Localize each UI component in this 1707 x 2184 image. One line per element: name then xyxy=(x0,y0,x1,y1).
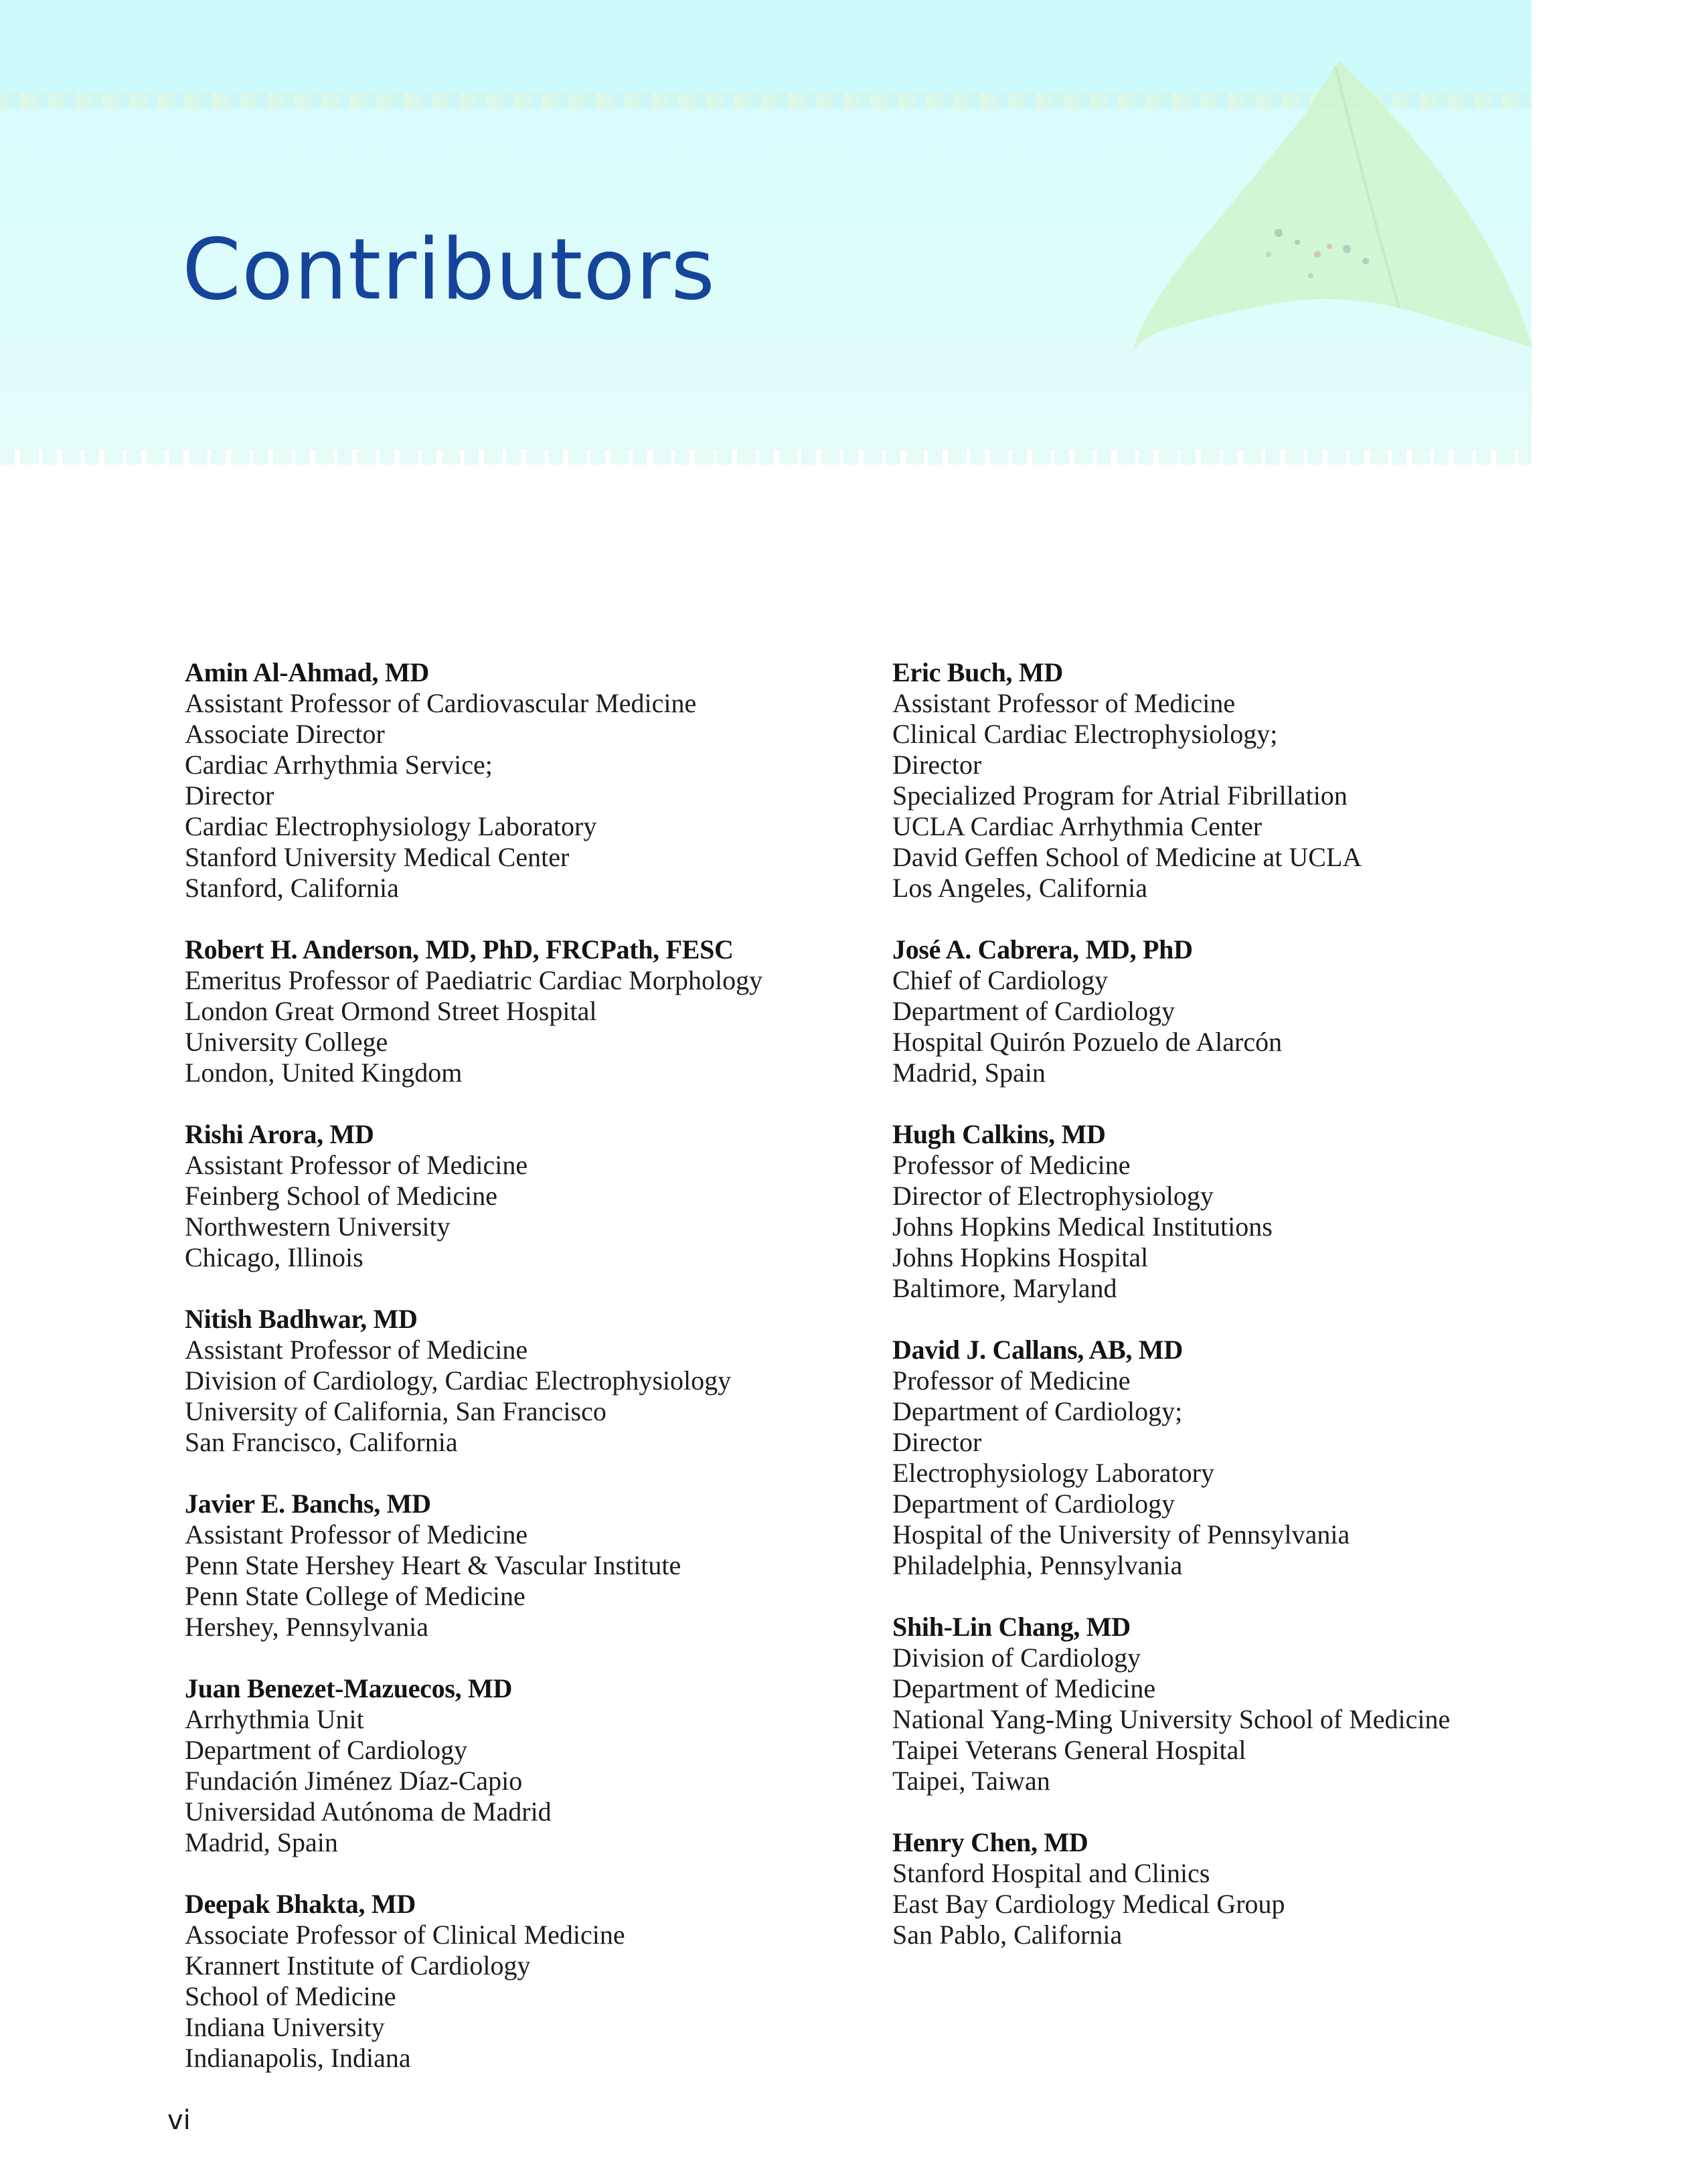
contributor-entry xyxy=(185,1489,868,1643)
contributor-affiliation: London, United Kingdom xyxy=(185,1058,463,1088)
contributor-affiliation: Indiana University xyxy=(185,2012,385,2042)
contributor-affiliation: Assistant Professor of Medicine xyxy=(185,1335,528,1365)
contributor-entry xyxy=(185,1889,868,2074)
contributor-affiliation: University of California, San Francisco xyxy=(185,1396,606,1426)
contributor-name: Nitish Badhwar, MD xyxy=(185,1304,418,1334)
contributor-affiliation: Feinberg School of Medicine xyxy=(185,1181,497,1211)
contributor-affiliation: Hospital of the University of Pennsylvania xyxy=(892,1519,1350,1549)
contributor-entry xyxy=(185,1304,868,1458)
contributor-affiliation: Stanford, California xyxy=(185,873,399,903)
contributor-affiliation: Director xyxy=(892,1427,982,1457)
contributor-affiliation: Hospital Quirón Pozuelo de Alarcón xyxy=(892,1027,1283,1057)
contributor-affiliation: Assistant Professor of Medicine xyxy=(185,1150,528,1180)
contributor-affiliation: Stanford Hospital and Clinics xyxy=(892,1858,1210,1888)
contributor-affiliation: Hershey, Pennsylvania xyxy=(185,1612,428,1642)
page-title: Contributors xyxy=(182,220,716,319)
contributor-entry xyxy=(892,1827,1575,1950)
contributor-affiliation: London Great Ormond Street Hospital xyxy=(185,996,597,1026)
contributor-affiliation: Chicago, Illinois xyxy=(185,1242,363,1272)
contributor-affiliation: Penn State Hershey Heart & Vascular Institute xyxy=(185,1550,681,1580)
contributor-affiliation: Specialized Program for Atrial Fibrillation xyxy=(892,780,1348,811)
contributor-affiliation: Johns Hopkins Hospital xyxy=(892,1242,1149,1272)
contributor-affiliation: Department of Cardiology xyxy=(185,1735,468,1765)
contributor-affiliation: Division of Cardiology, Cardiac Electrophysiology xyxy=(185,1365,732,1396)
contributor-affiliation: Director xyxy=(185,780,274,811)
contributor-affiliation: Taipei Veterans General Hospital xyxy=(892,1735,1246,1765)
leaf-illustration xyxy=(1131,54,1533,368)
page-number: vi xyxy=(167,2105,191,2136)
contributor-name: Deepak Bhakta, MD xyxy=(185,1889,416,1919)
contributor-affiliation: Emeritus Professor of Paediatric Cardiac Morphology xyxy=(185,965,763,995)
contributor-affiliation: Assistant Professor of Medicine xyxy=(185,1519,528,1549)
contributor-affiliation: Universidad Autónoma de Madrid xyxy=(185,1796,552,1827)
contributor-affiliation: Department of Cardiology xyxy=(892,1489,1175,1519)
contributor-affiliation: Associate Director xyxy=(185,719,385,749)
contributor-name: Henry Chen, MD xyxy=(892,1827,1088,1857)
contributor-affiliation: San Francisco, California xyxy=(185,1427,458,1457)
contributor-affiliation: Indianapolis, Indiana xyxy=(185,2043,411,2073)
contributor-entry xyxy=(892,1119,1575,1304)
contributor-entry xyxy=(892,657,1575,904)
contributor-entry xyxy=(892,1612,1575,1796)
contributor-affiliation: Electrophysiology Laboratory xyxy=(892,1458,1214,1488)
contributor-affiliation: Madrid, Spain xyxy=(892,1058,1046,1088)
contributor-affiliation: Assistant Professor of Cardiovascular Medicine xyxy=(185,688,697,718)
contributor-affiliation: Clinical Cardiac Electrophysiology; xyxy=(892,719,1278,749)
contributor-affiliation: Department of Medicine xyxy=(892,1673,1156,1703)
contributor-affiliation: UCLA Cardiac Arrhythmia Center xyxy=(892,811,1263,841)
contributor-affiliation: Taipei, Taiwan xyxy=(892,1766,1050,1796)
contributor-affiliation: Department of Cardiology xyxy=(892,996,1175,1026)
contributor-name: Robert H. Anderson, MD, PhD, FRCPath, FESC xyxy=(185,934,734,964)
contributor-name: Hugh Calkins, MD xyxy=(892,1119,1106,1149)
contributor-affiliation: Arrhythmia Unit xyxy=(185,1704,364,1734)
contributor-affiliation: San Pablo, California xyxy=(892,1920,1123,1950)
contributor-affiliation: Division of Cardiology xyxy=(892,1643,1141,1673)
contributor-affiliation: Cardiac Arrhythmia Service; xyxy=(185,750,493,780)
contributor-name: Rishi Arora, MD xyxy=(185,1119,374,1149)
contributor-name: Shih-Lin Chang, MD xyxy=(892,1612,1131,1642)
contributor-affiliation: East Bay Cardiology Medical Group xyxy=(892,1889,1285,1919)
contributor-affiliation: Director of Electrophysiology xyxy=(892,1181,1214,1211)
contributor-name: Eric Buch, MD xyxy=(892,657,1063,687)
contributor-affiliation: School of Medicine xyxy=(185,1981,396,2011)
contributor-affiliation: Professor of Medicine xyxy=(892,1150,1131,1180)
contributor-affiliation: Professor of Medicine xyxy=(892,1365,1131,1396)
contributor-affiliation: Philadelphia, Pennsylvania xyxy=(892,1550,1183,1580)
contributor-name: Juan Benezet-Mazuecos, MD xyxy=(185,1673,513,1703)
contributor-entry xyxy=(185,1119,868,1273)
contributor-affiliation: Department of Cardiology; xyxy=(892,1396,1183,1426)
contributor-affiliation: Associate Professor of Clinical Medicine xyxy=(185,1920,625,1950)
contributor-affiliation: Northwestern University xyxy=(185,1211,451,1242)
contributors-column-right xyxy=(892,657,1575,1981)
contributor-name: Amin Al-Ahmad, MD xyxy=(185,657,429,687)
contributor-affiliation: Director xyxy=(892,750,982,780)
contributor-affiliation: Chief of Cardiology xyxy=(892,965,1109,995)
contributor-affiliation: David Geffen School of Medicine at UCLA xyxy=(892,842,1362,872)
contributor-affiliation: Baltimore, Maryland xyxy=(892,1273,1117,1303)
contributor-affiliation: Krannert Institute of Cardiology xyxy=(185,1950,531,1981)
contributor-name: José A. Cabrera, MD, PhD xyxy=(892,934,1193,964)
contributor-affiliation: Johns Hopkins Medical Institutions xyxy=(892,1211,1273,1242)
contributor-name: Javier E. Banchs, MD xyxy=(185,1489,431,1519)
contributor-entry xyxy=(185,934,868,1088)
contributor-entry xyxy=(892,934,1575,1088)
contributor-affiliation: Madrid, Spain xyxy=(185,1827,338,1857)
contributor-affiliation: Cardiac Electrophysiology Laboratory xyxy=(185,811,597,841)
contributor-affiliation: Los Angeles, California xyxy=(892,873,1148,903)
contributors-column-left xyxy=(185,657,868,2104)
contributor-entry xyxy=(185,657,868,904)
contributor-entry xyxy=(185,1673,868,1858)
contributor-affiliation: Stanford University Medical Center xyxy=(185,842,570,872)
contributor-affiliation: Fundación Jiménez Díaz-Capio xyxy=(185,1766,523,1796)
header-ragged-edge xyxy=(0,450,1532,465)
contributor-entry xyxy=(892,1335,1575,1581)
contributor-name: David J. Callans, AB, MD xyxy=(892,1335,1183,1365)
contributor-affiliation: Assistant Professor of Medicine xyxy=(892,688,1236,718)
contributor-affiliation: National Yang-Ming University School of Medicine xyxy=(892,1704,1451,1734)
contributor-affiliation: University College xyxy=(185,1027,388,1057)
contributor-affiliation: Penn State College of Medicine xyxy=(185,1581,525,1611)
